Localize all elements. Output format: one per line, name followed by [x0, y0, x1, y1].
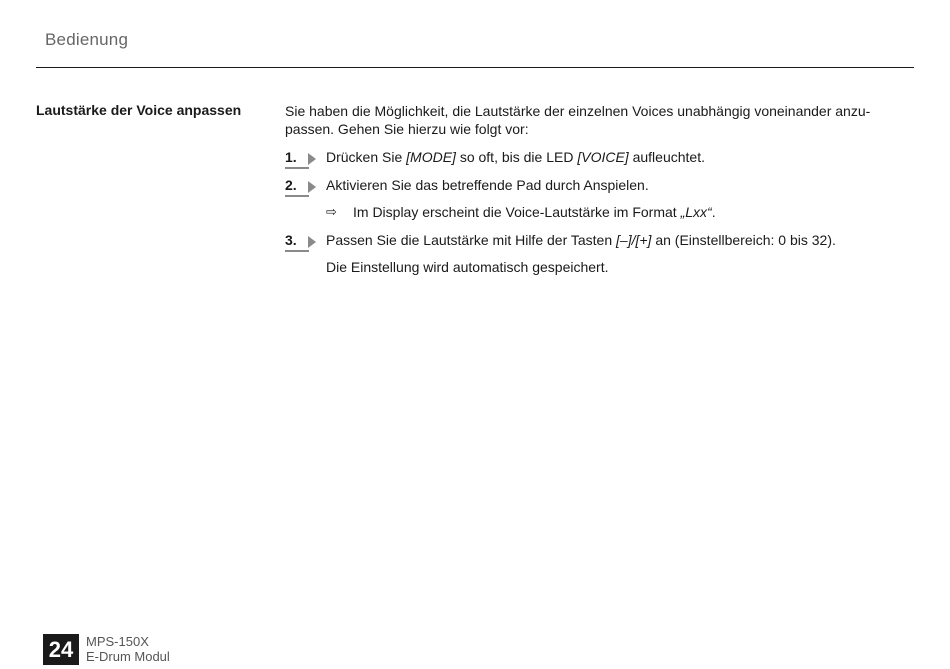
- step-marker: [285, 231, 315, 249]
- triangle-right-icon: [308, 153, 316, 165]
- step-text: [326, 149, 705, 165]
- page-number-badge: 24: [43, 634, 79, 665]
- step-marker: [285, 148, 315, 166]
- step-text-part: Drücken Sie: [326, 149, 407, 165]
- key-label-minus-plus: [–]/[+]: [616, 232, 652, 248]
- hollow-arrow-right-icon: ⇨: [326, 204, 337, 219]
- step-2-result: [285, 203, 913, 221]
- step-text: [326, 232, 836, 248]
- step-text-part: an (Einstellbereich: 0 bis 32).: [651, 232, 836, 248]
- step-number: 1.: [285, 149, 297, 165]
- triangle-right-icon: [308, 181, 316, 193]
- step-3: [285, 231, 913, 249]
- triangle-right-icon: [308, 236, 316, 248]
- step-text-part: aufleuchtet.: [628, 149, 705, 165]
- footer-product-info: [86, 634, 170, 664]
- step-marker: [285, 176, 315, 194]
- step-1: [285, 148, 913, 166]
- result-text-part: Im Display erscheint die Voice-Lautstärke im Format: [353, 204, 681, 220]
- step-underline: [285, 195, 309, 197]
- step-text: Aktivieren Sie das betreffende Pad durch Anspielen.: [326, 177, 649, 193]
- step-underline: [285, 250, 309, 252]
- display-format-label: „Lxx“: [680, 204, 712, 220]
- header-divider: [36, 67, 914, 68]
- step-number: 2.: [285, 177, 297, 193]
- section-body: [285, 102, 913, 276]
- footer-product: E-Drum Modul: [86, 649, 170, 664]
- footer-model: MPS-150X: [86, 634, 149, 649]
- step-text-part: Passen Sie die Lautstärke mit Hilfe der Tasten: [326, 232, 617, 248]
- step-3-note: Die Einstellung wird automatisch gespeichert.: [326, 259, 609, 275]
- step-underline: [285, 167, 309, 169]
- result-text: [353, 204, 716, 220]
- step-2: [285, 176, 913, 194]
- result-text-part: .: [711, 204, 716, 220]
- page-header-title: Bedienung: [45, 30, 129, 49]
- step-number: 3.: [285, 232, 297, 248]
- led-label-voice: [VOICE]: [577, 149, 629, 165]
- step-text-part: so oft, bis die LED: [455, 149, 578, 165]
- intro-paragraph: Sie haben die Möglichkeit, die Lautstärke der einzelnen Voices unabhängig voneinander anzu-passen. Gehen Sie hierzu wie folgt vor:: [285, 103, 871, 137]
- section-heading: Lautstärke der Voice anpassen: [36, 102, 242, 118]
- key-label-mode: [MODE]: [406, 149, 456, 165]
